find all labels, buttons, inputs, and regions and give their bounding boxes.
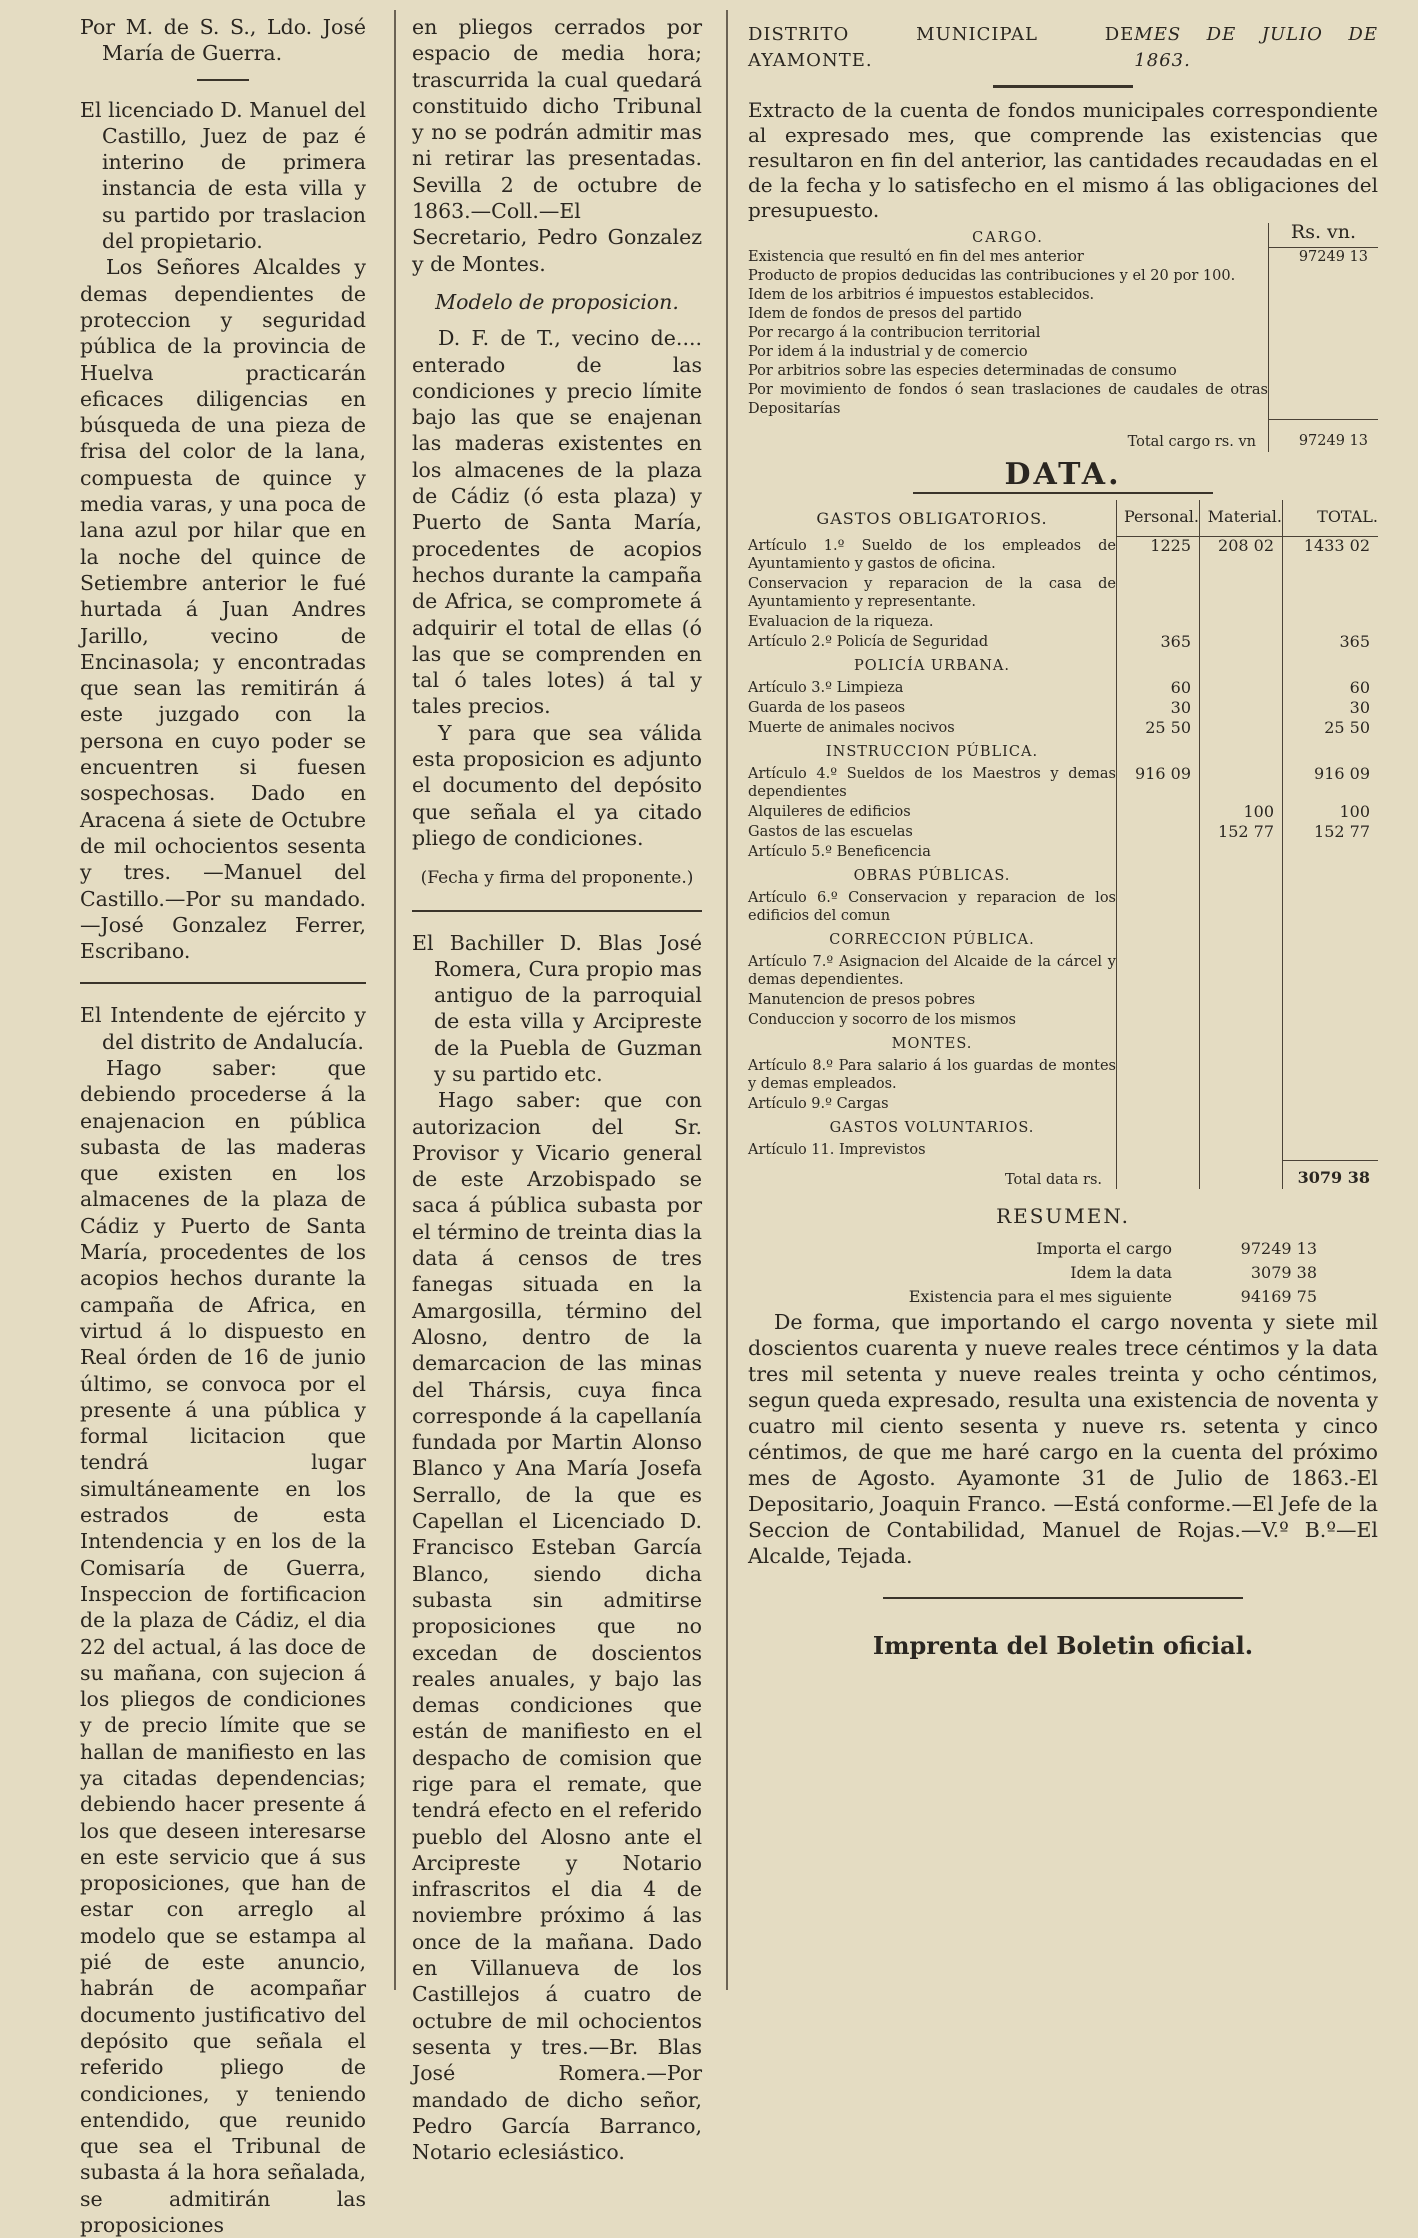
data-material bbox=[1200, 863, 1283, 889]
total-data-value: 3079 38 bbox=[1283, 1161, 1379, 1189]
modelo-paragraph: D. F. de T., vecino de.... enterado de las condiciones y precio límite bajo las que se enajenan las maderas existentes en los almacenes de la plaza de Cádiz (ó esta plaza) y Puerto de Santa María, procedentes de acopios hechos durante la campaña de Africa, se compromete á adquirir el total de ellas (ó las que se comprenden en tal ó tales lotes) á tal y tales precios. bbox=[412, 326, 702, 719]
data-row bbox=[748, 719, 1378, 739]
cargo-row-label: Por arbitrios sobre las especies determinadas de consumo bbox=[748, 363, 1177, 380]
data-total: 60 bbox=[1283, 679, 1379, 699]
data-total bbox=[1283, 843, 1379, 863]
data-personal bbox=[1117, 927, 1200, 953]
data-total bbox=[1283, 575, 1379, 613]
data-material bbox=[1200, 633, 1283, 653]
cargo-row-label: Idem de los arbitrios é impuestos establecidos. bbox=[748, 287, 1095, 304]
cargo-row-label: Idem de fondos de presos del partido bbox=[748, 306, 1022, 323]
data-row-label: Alquileres de edificios bbox=[748, 803, 911, 820]
data-total bbox=[1283, 927, 1379, 953]
divider bbox=[412, 910, 702, 912]
data-row bbox=[748, 613, 1378, 633]
material-col-head: Material. bbox=[1200, 500, 1283, 537]
data-total bbox=[1283, 1095, 1379, 1115]
data-total: 100 bbox=[1283, 803, 1379, 823]
data-personal bbox=[1117, 739, 1200, 765]
column-rule-1 bbox=[394, 10, 396, 1990]
data-row-label: Artículo 6.º Conservacion y reparacion de los edificios del comun bbox=[748, 889, 1116, 924]
data-row bbox=[748, 843, 1378, 863]
data-total bbox=[1283, 889, 1379, 927]
district-title: DISTRITO MUNICIPAL DE AYAMONTE. bbox=[748, 24, 1135, 72]
data-total bbox=[1283, 1057, 1379, 1095]
cargo-row bbox=[748, 286, 1378, 305]
data-row-label: Artículo 9.º Cargas bbox=[748, 1095, 889, 1112]
cargo-row-label: Existencia que resultó en fin del mes anterior bbox=[748, 248, 1084, 265]
data-material bbox=[1200, 927, 1283, 953]
resumen-label: Idem la data bbox=[1070, 1263, 1172, 1283]
data-row-label: Evaluacion de la riqueza. bbox=[748, 613, 934, 630]
data-material bbox=[1200, 1057, 1283, 1095]
fecha-firma: (Fecha y firma del proponente.) bbox=[420, 868, 694, 889]
data-title: DATA. bbox=[1004, 457, 1122, 493]
data-row bbox=[748, 953, 1378, 991]
data-section-head: OBRAS PÚBLICAS. bbox=[853, 867, 1011, 884]
data-material bbox=[1200, 843, 1283, 863]
data-material bbox=[1200, 1031, 1283, 1057]
cargo-row-label: Por recargo á la contribucion territorial bbox=[748, 325, 1041, 342]
cargo-row bbox=[748, 305, 1378, 324]
data-personal bbox=[1117, 1057, 1200, 1095]
resumen-row bbox=[838, 1285, 1318, 1309]
data-personal bbox=[1117, 1031, 1200, 1057]
data-material bbox=[1200, 1141, 1283, 1161]
cargo-table bbox=[748, 220, 1378, 453]
data-total bbox=[1283, 991, 1379, 1011]
cargo-row-value bbox=[1269, 286, 1379, 305]
data-section-row bbox=[748, 863, 1378, 889]
personal-col-head: Personal. bbox=[1117, 500, 1200, 537]
data-row-label: Guarda de los paseos bbox=[748, 699, 906, 716]
cargo-row bbox=[748, 324, 1378, 343]
data-personal bbox=[1117, 889, 1200, 927]
data-row bbox=[748, 1141, 1378, 1161]
total-col-head: TOTAL. bbox=[1283, 500, 1379, 537]
data-personal bbox=[1117, 823, 1200, 843]
data-material bbox=[1200, 1011, 1283, 1031]
data-row bbox=[748, 889, 1378, 927]
data-row bbox=[748, 633, 1378, 653]
data-personal bbox=[1117, 1095, 1200, 1115]
data-section-row bbox=[748, 739, 1378, 765]
cargo-row bbox=[748, 343, 1378, 362]
divider bbox=[883, 1597, 1243, 1599]
data-personal bbox=[1117, 613, 1200, 633]
data-personal: 25 50 bbox=[1117, 719, 1200, 739]
data-row-label: Artículo 2.º Policía de Seguridad bbox=[748, 633, 989, 650]
data-total bbox=[1283, 653, 1379, 679]
data-row-label: Artículo 8.º Para salario á los guardas de montes y demas empleados. bbox=[748, 1057, 1116, 1092]
data-personal: 916 09 bbox=[1117, 765, 1200, 803]
cargo-title: CARGO. bbox=[972, 229, 1044, 246]
data-section-head: MONTES. bbox=[891, 1035, 973, 1052]
data-material bbox=[1200, 889, 1283, 927]
data-row bbox=[748, 823, 1378, 843]
column-1 bbox=[80, 14, 366, 2238]
data-personal bbox=[1117, 991, 1200, 1011]
data-total: 30 bbox=[1283, 699, 1379, 719]
data-material bbox=[1200, 653, 1283, 679]
column-3 bbox=[748, 4, 1378, 1659]
data-material bbox=[1200, 575, 1283, 613]
data-total bbox=[1283, 1011, 1379, 1031]
modelo-title: Modelo de proposicion. bbox=[435, 289, 679, 314]
cargo-row-label: Producto de propios deducidas las contribuciones y el 20 por 100. bbox=[748, 268, 1236, 285]
cargo-row-label: Por idem á la industrial y de comercio bbox=[748, 344, 1028, 361]
data-total bbox=[1283, 739, 1379, 765]
data-total: 1433 02 bbox=[1283, 537, 1379, 575]
data-row-label: Conduccion y socorro de los mismos bbox=[748, 1011, 1017, 1028]
resumen-row bbox=[838, 1261, 1318, 1285]
resumen-label: Importa el cargo bbox=[1036, 1239, 1172, 1259]
data-section-row bbox=[748, 927, 1378, 953]
data-personal: 60 bbox=[1117, 679, 1200, 699]
data-row bbox=[748, 991, 1378, 1011]
data-table bbox=[748, 500, 1378, 1189]
cargo-row bbox=[748, 362, 1378, 381]
cargo-row-value bbox=[1269, 305, 1379, 324]
data-row-label: Manutencion de presos pobres bbox=[748, 991, 976, 1008]
total-data-label: Total data rs. bbox=[1005, 1171, 1102, 1188]
data-total: 365 bbox=[1283, 633, 1379, 653]
data-section-head: CORRECCION PÚBLICA. bbox=[829, 931, 1035, 948]
data-row bbox=[748, 1011, 1378, 1031]
resumen-value: 94169 75 bbox=[1240, 1287, 1317, 1307]
data-material bbox=[1200, 765, 1283, 803]
data-total bbox=[1283, 1031, 1379, 1057]
data-material bbox=[1200, 991, 1283, 1011]
data-row-label: Artículo 11. Imprevistos bbox=[748, 1141, 926, 1158]
data-personal: 30 bbox=[1117, 699, 1200, 719]
data-row-label: Artículo 5.º Beneficencia bbox=[748, 843, 931, 860]
data-row bbox=[748, 575, 1378, 613]
data-personal bbox=[1117, 953, 1200, 991]
printer-credit: Imprenta del Boletin oficial. bbox=[872, 1631, 1254, 1661]
column-2 bbox=[412, 14, 702, 2165]
data-material: 100 bbox=[1200, 803, 1283, 823]
data-row-label: Artículo 1.º Sueldo de los empleados de Ayuntamiento y gastos de oficina. bbox=[748, 537, 1116, 572]
data-personal bbox=[1117, 1011, 1200, 1031]
closing-paragraph: De forma, que importando el cargo noventa y siete mil doscientos cuarenta y nueve reales trece céntimos y la data tres mil setenta y nueve reales treinta y ocho céntimos, segun queda expresado, resulta una existencia de noventa y cuatro mil ciento sesenta y nueve rs. setenta y cinco céntimos, de que me haré cargo en la cuenta del próximo mes de Agosto. Ayamonte 31 de Julio de 1863.-El Depositario, Joaquin Franco. —Está conforme.—El Jefe de la Seccion de Contabilidad, Manuel de Rojas.—V.º B.º—El Alcalde, Tejada. bbox=[748, 1310, 1378, 1569]
data-row-label: Artículo 3.º Limpieza bbox=[748, 679, 904, 696]
month-title: MES DE JULIO DE 1863. bbox=[1134, 24, 1378, 72]
resumen-title: RESUMEN. bbox=[996, 1203, 1130, 1228]
data-rule bbox=[913, 492, 1213, 494]
cargo-row-value: 97249 13 bbox=[1269, 248, 1379, 268]
data-row-label: Artículo 4.º Sueldos de los Maestros y demas dependientes bbox=[748, 765, 1116, 800]
data-row bbox=[748, 699, 1378, 719]
resumen-value: 3079 38 bbox=[1250, 1263, 1317, 1283]
data-total bbox=[1283, 613, 1379, 633]
bachiller-heading: El Bachiller D. Blas José Romera, Cura propio mas antiguo de la parroquial de esta villa y Arcipreste de la Puebla de Guzman y su partido etc. bbox=[412, 930, 702, 1086]
column-rule-2 bbox=[726, 10, 728, 1990]
data-row bbox=[748, 803, 1378, 823]
data-section-head: INSTRUCCION PÚBLICA. bbox=[825, 743, 1039, 760]
data-personal: 1225 bbox=[1117, 537, 1200, 575]
data-row-label: Muerte de animales nocivos bbox=[748, 719, 955, 736]
data-personal bbox=[1117, 803, 1200, 823]
resumen-row bbox=[838, 1237, 1318, 1261]
resumen-label: Existencia para el mes siguiente bbox=[908, 1287, 1172, 1307]
cargo-row-value bbox=[1269, 324, 1379, 343]
data-personal bbox=[1117, 863, 1200, 889]
data-personal bbox=[1117, 1141, 1200, 1161]
cargo-row-value bbox=[1269, 362, 1379, 381]
cargo-row-value bbox=[1269, 381, 1379, 419]
data-material: 208 02 bbox=[1200, 537, 1283, 575]
data-personal bbox=[1117, 575, 1200, 613]
data-total: 916 09 bbox=[1283, 765, 1379, 803]
data-material bbox=[1200, 1095, 1283, 1115]
data-total bbox=[1283, 953, 1379, 991]
header-rule bbox=[993, 85, 1133, 88]
data-material bbox=[1200, 1115, 1283, 1141]
data-personal bbox=[1117, 843, 1200, 863]
total-data-material bbox=[1200, 1161, 1283, 1189]
data-row-label: Gastos de las escuelas bbox=[748, 823, 913, 840]
resumen-value: 97249 13 bbox=[1240, 1239, 1317, 1259]
divider bbox=[197, 79, 249, 81]
cargo-row bbox=[748, 248, 1378, 268]
intendente-heading: El Intendente de ejército y del distrito de Andalucía. bbox=[80, 1003, 366, 1054]
data-total: 152 77 bbox=[1283, 823, 1379, 843]
data-total bbox=[1283, 1115, 1379, 1141]
alcaldes-paragraph: Los Señores Alcaldes y demas dependientes de proteccion y seguridad pública de la provincia de Huelva practicarán eficaces diligencias en búsqueda de una pieza de frisa del color de la lana, compuesta de quince y media varas, y una poca de lana azul por hilar que en la noche del quince de Setiembre anterior le fué hurtada á Juan Andres Jarillo, vecino de Encinasola; y encontradas que sean las remitirán á este juzgado con la persona en cuyo poder se encuentren si fuesen sospechosas. Dado en Aracena á siete de Octubre de mil ochocientos sesenta y tres. —Manuel del Castillo.—Por su mandado.—José Gonzalez Ferrer, Escribano. bbox=[80, 255, 366, 964]
data-row bbox=[748, 537, 1378, 575]
divider bbox=[80, 982, 366, 984]
data-total bbox=[1283, 863, 1379, 889]
valida-paragraph: Y para que sea válida esta proposicion es adjunto el documento del depósito que señala el ya citado pliego de condiciones. bbox=[412, 720, 702, 850]
total-data-personal bbox=[1117, 1161, 1200, 1189]
intendente-paragraph: Hago saber: que debiendo procederse á la enajenacion en pública subasta de las maderas que existen en los almacenes de la plaza de Cádiz y Puerto de Santa María, procedentes de los acopios hechos durante la campaña de Africa, en virtud á lo dispuesto en Real órden de 16 de junio último, se convoca por el presente á una pública y formal licitacion que tendrá lugar simultáneamente en los estrados de esta Intendencia y en los de la Comisaría de Guerra, Inspeccion de fortificacion de la plaza de Cádiz, el dia 22 del actual, á las doce de su mañana, con sujecion á los pliegos de condiciones y de precio límite que se hallan de manifiesto en las ya citadas dependencias; debiendo hacer presente á los que deseen interesarse en este servicio que á sus proposiciones, que han de estar con arreglo al modelo que se estampa al pié de este anuncio, habrán de acompañar documento justificativo del depósito que señala el referido pliego de condiciones, y teniendo entendido, que reunido que sea el Tribunal de subasta á la hora señalada, se admitirán las proposiciones bbox=[80, 1055, 366, 2238]
data-material: 152 77 bbox=[1200, 823, 1283, 843]
total-cargo-value: 97249 13 bbox=[1269, 419, 1379, 452]
rs-vn-label: Rs. vn. bbox=[1269, 223, 1379, 248]
data-total bbox=[1283, 1141, 1379, 1161]
extracto-paragraph: Extracto de la cuenta de fondos municipales correspondiente al expresado mes, que comprende las existencias que resultaron en fin del anterior, las cantidades recaudadas en el de la fecha y lo satisfecho en el mismo á las obligaciones del presupuesto. bbox=[748, 97, 1378, 222]
data-row-label: Artículo 7.º Asignacion del Alcaide de la cárcel y demas dependientes. bbox=[748, 953, 1116, 988]
data-personal bbox=[1117, 653, 1200, 679]
cargo-row bbox=[748, 381, 1378, 419]
accounts-header bbox=[748, 22, 1378, 75]
data-section-row bbox=[748, 1115, 1378, 1141]
gastos-obligatorios-head: GASTOS OBLIGATORIOS. bbox=[816, 509, 1048, 529]
data-row bbox=[748, 765, 1378, 803]
data-material bbox=[1200, 613, 1283, 633]
subasta-continuation: en pliegos cerrados por espacio de media hora; trascurrida la cual quedará constituido dicho Tribunal y no se podrán admitir mas ni retirar las presentadas. Sevilla 2 de octubre de 1863.—Coll.—El Secretario, Pedro Gonzalez y de Montes. bbox=[412, 15, 702, 276]
cargo-row-label: Por movimiento de fondos ó sean traslaciones de caudales de otras Depositarías bbox=[748, 382, 1268, 418]
data-row bbox=[748, 1057, 1378, 1095]
total-cargo-label: Total cargo rs. vn bbox=[1127, 434, 1256, 451]
top-signature: Por M. de S. S., Ldo. José María de Guerra. bbox=[80, 15, 366, 66]
resumen-table bbox=[838, 1237, 1318, 1309]
data-material bbox=[1200, 699, 1283, 719]
cargo-row-value bbox=[1269, 267, 1379, 286]
data-section-row bbox=[748, 1031, 1378, 1057]
data-row bbox=[748, 1095, 1378, 1115]
juez-heading: El licenciado D. Manuel del Castillo, Juez de paz é interino de primera instancia de esta villa y su partido por traslacion del propietario. bbox=[80, 97, 366, 254]
data-material bbox=[1200, 953, 1283, 991]
data-material bbox=[1200, 719, 1283, 739]
cargo-row-value bbox=[1269, 343, 1379, 362]
bachiller-paragraph: Hago saber: que con autorizacion del Sr. Provisor y Vicario general de este Arzobispado se saca á pública subasta por el término de treinta dias la data á censos de tres fanegas situada en la Amargosilla, término del Alosno, dentro de la demarcacion de las minas del Thársis, cuya finca corresponde á la capellanía fundada por Martin Alonso Blanco y Ana María Josefa Serrallo, de la que es Capellan el Licenciado D. Francisco Esteban García Blanco, siendo dicha subasta sin admitirse proposiciones que no excedan de doscientos reales anuales, y bajo las demas condiciones que están de manifiesto en el despacho de comision que rige para el remate, que tendrá efecto en el referido pueblo del Alosno ante el Arcipreste y Notario infrascritos el dia 4 de noviembre próximo á las once de la mañana. Dado en Villanueva de los Castillejos á cuatro de octubre de mil ochocientos sesenta y tres.—Br. Blas José Romera.—Por mandado de dicho señor, Pedro García Barranco, Notario eclesiástico. bbox=[412, 1088, 702, 2165]
data-material bbox=[1200, 739, 1283, 765]
data-personal bbox=[1117, 1115, 1200, 1141]
data-section-head: POLICÍA URBANA. bbox=[854, 657, 1010, 674]
data-total: 25 50 bbox=[1283, 719, 1379, 739]
data-row bbox=[748, 679, 1378, 699]
cargo-row bbox=[748, 267, 1378, 286]
data-section-row bbox=[748, 653, 1378, 679]
data-material bbox=[1200, 679, 1283, 699]
data-row-label: Conservacion y reparacion de la casa de Ayuntamiento y representante. bbox=[748, 575, 1116, 610]
data-personal: 365 bbox=[1117, 633, 1200, 653]
data-section-head: GASTOS VOLUNTARIOS. bbox=[829, 1119, 1035, 1136]
